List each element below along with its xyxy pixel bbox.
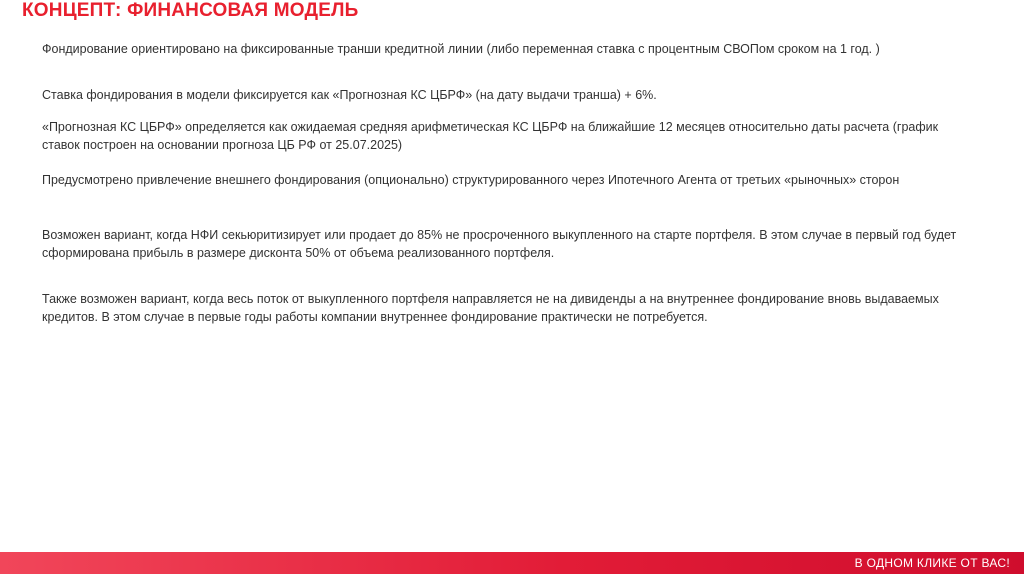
paragraph-funding-tranches: Фондирование ориентировано на фиксированные транши кредитной линии (либо переменная ставка с процентным СВОПом сроком на 1 год. ) <box>42 42 880 56</box>
slide-title: КОНЦЕПТ: ФИНАНСОВАЯ МОДЕЛЬ <box>22 0 359 21</box>
paragraph-external-funding: Предусмотрено привлечение внешнего фондирования (опционально) структурированного через Ипотечного Агента от третьих «рыночных» сторон <box>42 173 900 187</box>
paragraph-securitization-option: Возможен вариант, когда НФИ секьюритизирует или продает до 85% не просроченного выкупленного на старте портфеля. В этом случае в первый год будет сформирована прибыль в размере дисконта 50% от объема реализованного портфеля. <box>42 228 957 260</box>
footer-bar <box>0 552 1024 574</box>
footer-slogan: В ОДНОМ КЛИКЕ ОТ ВАС! <box>854 556 1010 570</box>
paragraph-forecast-key-rate: «Прогнозная КС ЦБРФ» определяется как ожидаемая средняя арифметическая КС ЦБРФ на ближайшие 12 месяцев относительно даты расчета (график ставок построен на основании прогноза ЦБ РФ от 25.07.2025) <box>42 120 939 152</box>
paragraph-internal-funding-option: Также возможен вариант, когда весь поток от выкупленного портфеля направляется не на дивиденды а на внутреннее фондирование вновь выдаваемых кредитов. В этом случае в первые годы работы компании внутреннее фондирование практически не потребуется. <box>42 292 939 324</box>
paragraph-funding-rate: Ставка фондирования в модели фиксируется как «Прогнозная КС ЦБРФ» (на дату выдачи транша) + 6%. <box>42 88 657 102</box>
